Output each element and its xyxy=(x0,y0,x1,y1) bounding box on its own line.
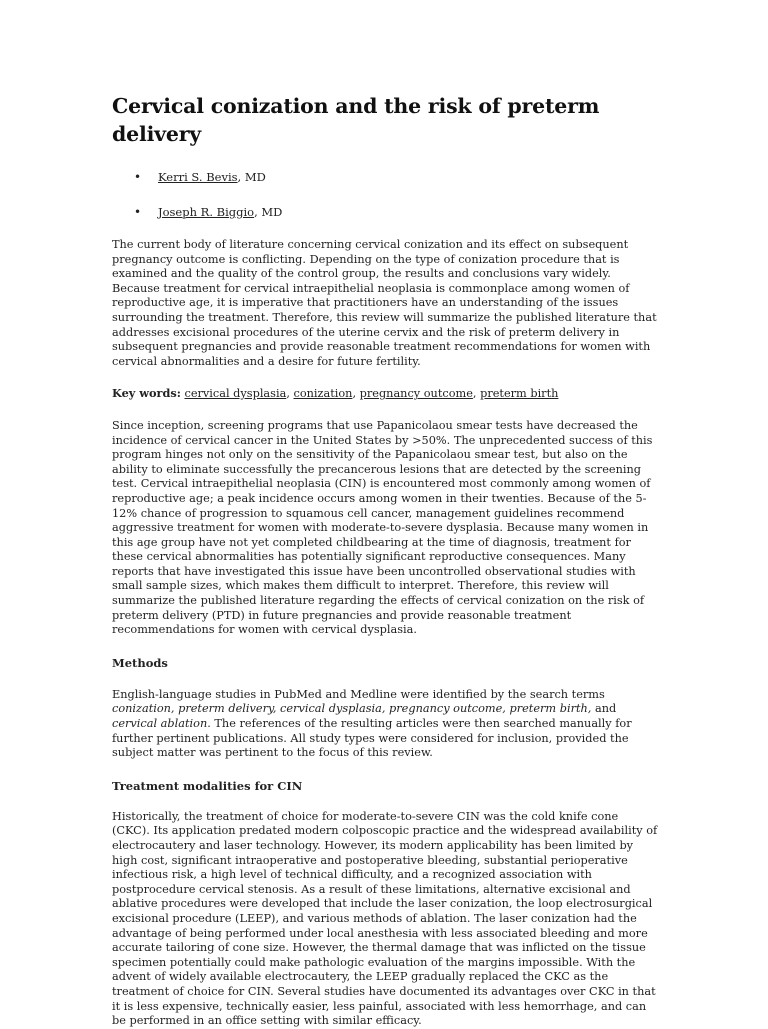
article xyxy=(112,92,658,1029)
bullet-icon: • xyxy=(134,170,142,184)
author-list xyxy=(112,168,658,221)
bullet-icon: • xyxy=(134,205,142,219)
treatment-heading: Treatment modalities for CIN xyxy=(112,778,303,793)
treatment-paragraph: Historically, the treatment of choice for moderate-to-severe CIN was the cold knife cone (CKC). Its application predated modern colposcopic practice and the widespread availability of electrocautery and laser technology. However, its modern applicability has been limited by high cost, significant intraoperative and postoperative bleeding, substantial perioperative infectious risk, a high level of technical difficulty, and a recognized association with postprocedure cervical stenosis. As a result of these limitations, alternative excisional and ablative procedures were developed that include the laser conization, the loop electrosurgical excisional procedure (LEEP), and various methods of ablation. The laser conization had the advantage of being performed under local anesthesia with less associated bleeding and more accurate tailoring of cone size. However, the thermal damage that was inflicted on the tissue specimen potentially could make pathologic evaluation of the margins impossible. With the advent of widely available electrocautery, the LEEP gradually replaced the CKC as the treatment of choice for CIN. Several studies have documented its advantages over CKC in that it is less expensive, technically easier, less painful, associated with less hemorrhage, and can be performed in an office setting with similar efficacy. xyxy=(112,809,658,1028)
methods-paragraph xyxy=(112,688,658,761)
author-link[interactable]: Kerri S. Bevis xyxy=(158,170,238,184)
keywords-label: Key words: xyxy=(112,386,181,401)
intro-paragraph: Since inception, screening programs that use Papanicolaou smear tests have decreased the incidence of cervical cancer in the United States by >50%. The unprecedented success of this program hinges not only on the sensitivity of the Papanicolaou smear test, but also on the ability to eliminate successfully the precancerous lesions that are detected by the screening test. Cervical intraepithelial neoplasia (CIN) is encountered most commonly among women of reproductive age; a peak incidence occurs among women in their twenties. Because of the 5-12% chance of progression to squamous cell cancer, management guidelines recommend aggressive treatment for women with moderate-to-severe dysplasia. Because many women in this age group have not yet completed childbearing at the time of diagnosis, treatment for these cervical abnormalities has potentially significant reproductive consequences. Many reports that have investigated this issue have been uncontrolled observational studies with small sample sizes, which makes them difficult to interpret. Therefore, this review will summarize the published literature regarding the effects of cervical conization on the risk of preterm delivery (PTD) in future pregnancies and provide reasonable treatment recommendations for women with cervical dysplasia. xyxy=(112,418,653,637)
author-degree: , MD xyxy=(237,170,266,184)
article-title: Cervical conization and the risk of preterm delivery xyxy=(112,94,600,146)
author-item xyxy=(112,168,658,186)
methods-text-1: English-language studies in PubMed and Medline were identified by the search terms xyxy=(112,687,605,701)
keywords-line: Key words: cervical dysplasia, conization, pregnancy outcome, preterm birth xyxy=(112,386,559,401)
search-term-ablation: cervical ablation xyxy=(112,717,208,731)
methods-text-3: . The references of the resulting articles were then searched manually for further pertinent publications. All study types were considered for inclusion, provided the subject matter was pertinent to the focus of this review. xyxy=(112,717,632,760)
methods-heading: Methods xyxy=(112,655,168,670)
abstract-paragraph: The current body of literature concerning cervical conization and its effect on subsequent pregnancy outcome is conflicting. Depending on the type of conization procedure that is examined and the quality of the control group, the results and conclusions vary widely. Because treatment for cervical intraepithelial neoplasia is commonplace among women of reproductive age, it is imperative that practitioners have an understanding of the issues surrounding the treatment. Therefore, this review will summarize the published literature that addresses excisional procedures of the uterine cervix and the risk of preterm delivery in subsequent pregnancies and provide reasonable treatment recommendations for women with cervical abnormalities and a desire for future fertility. xyxy=(112,238,657,368)
keyword-link[interactable]: preterm birth xyxy=(480,387,559,401)
methods-text-2: and xyxy=(591,702,617,716)
author-degree: , MD xyxy=(254,205,283,219)
keyword-link[interactable]: conization xyxy=(293,387,353,401)
author-item xyxy=(112,203,658,221)
search-terms: conization, preterm delivery, cervical dysplasia, pregnancy outcome, preterm birth, xyxy=(112,702,592,716)
keyword-link[interactable]: pregnancy outcome xyxy=(359,387,473,401)
keyword-link[interactable]: cervical dysplasia xyxy=(184,387,287,401)
author-link[interactable]: Joseph R. Biggio xyxy=(158,205,255,219)
